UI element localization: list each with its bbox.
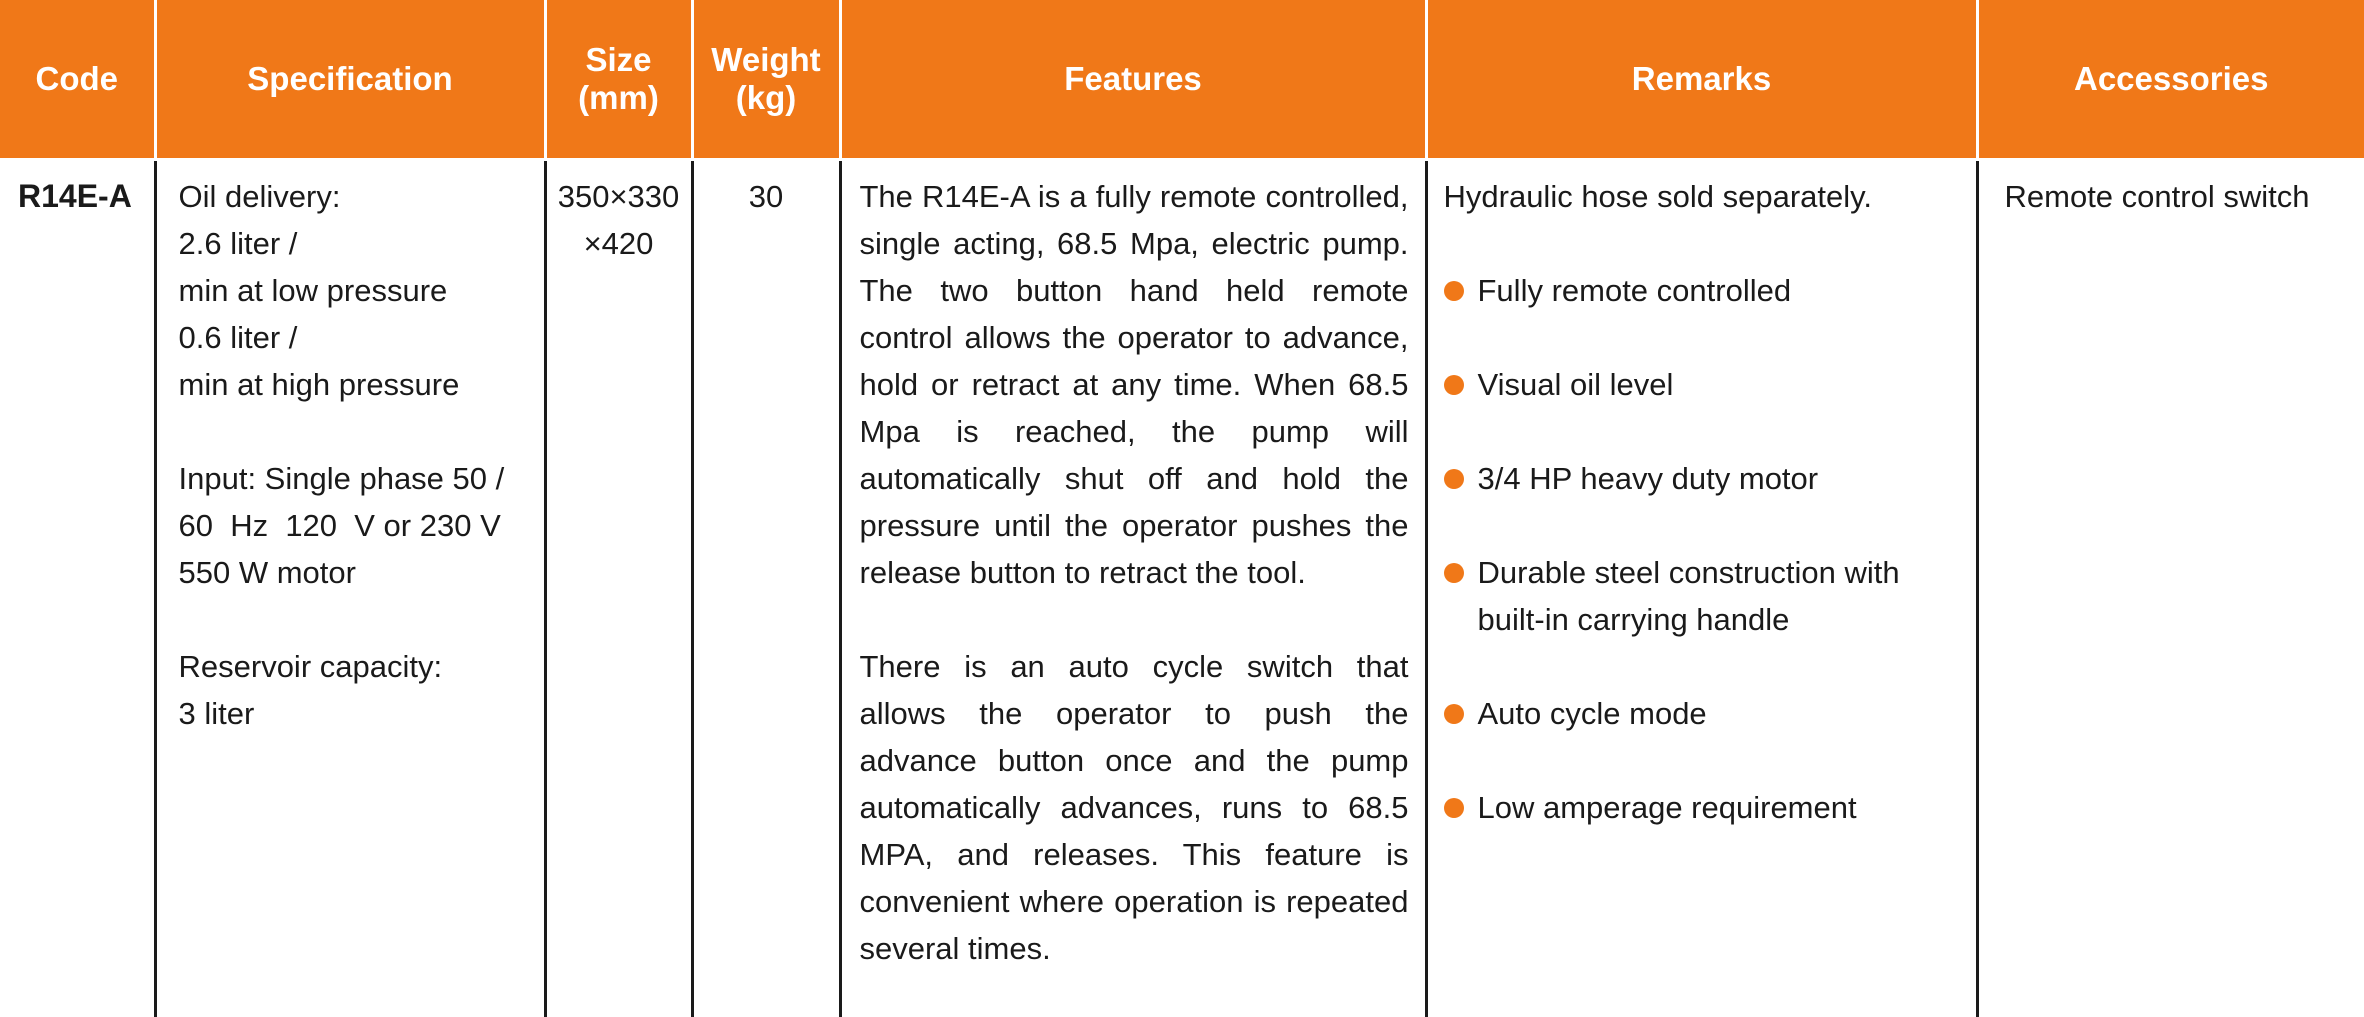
header-row <box>0 0 2364 160</box>
spec-line: 60 Hz 120 V or 230 V <box>178 508 501 543</box>
bullet-dot-icon <box>1444 563 1464 583</box>
remarks-bullet-item <box>1444 549 1962 643</box>
cell-weight: 30 <box>692 160 840 1017</box>
spec-line: 0.6 liter / <box>178 320 298 355</box>
cell-features <box>840 160 1426 1017</box>
spec-gap <box>179 408 532 455</box>
remarks-bullet-text: Durable steel construction with built-in carrying handle <box>1477 555 1900 637</box>
remarks-bullet-item <box>1444 455 1962 502</box>
size-line1: 350×330 <box>557 179 680 214</box>
remarks-intro: Hydraulic hose sold separately. <box>1443 179 1872 214</box>
spec-line: 2.6 liter / <box>178 226 298 261</box>
header-features: Features <box>840 0 1426 160</box>
cell-size <box>545 160 692 1017</box>
remarks-bullet-text: 3/4 HP heavy duty motor <box>1477 461 1819 496</box>
bullet-dot-icon <box>1444 798 1464 818</box>
features-paragraph-2: There is an auto cycle switch that allows the operator to push the advance button once and the pump automatically advances, runs to 68.5 MPA, and releases. This feature is convenient where operation is repeated several times. <box>859 649 1409 966</box>
header-weight <box>692 0 840 160</box>
features-gap <box>860 596 1409 643</box>
spec-line: min at high pressure <box>178 367 460 402</box>
remarks-bullet-item <box>1444 784 1962 831</box>
size-line2: ×420 <box>583 226 654 261</box>
remarks-bullet-item <box>1444 361 1962 408</box>
header-accessories: Accessories <box>1977 0 2364 160</box>
remarks-bullet-text: Fully remote controlled <box>1477 273 1792 308</box>
table-row <box>0 160 2364 1017</box>
cell-specification <box>155 160 545 1017</box>
header-code: Code <box>0 0 155 160</box>
header-weight-line1: Weight <box>711 41 821 78</box>
spec-gap <box>179 596 532 643</box>
spec-line: min at low pressure <box>178 273 448 308</box>
header-size-line2: (mm) <box>578 79 659 116</box>
cell-code: R14E-A <box>18 178 132 214</box>
bullet-dot-icon <box>1444 469 1464 489</box>
header-size-line1: Size <box>585 41 652 78</box>
bullet-dot-icon <box>1444 281 1464 301</box>
spec-line: Reservoir capacity: <box>178 649 443 684</box>
cell-remarks <box>1426 160 1977 1017</box>
remarks-bullet-item <box>1444 267 1962 314</box>
remarks-bullet-text: Low amperage requirement <box>1477 790 1857 825</box>
spec-line: 3 liter <box>178 696 255 731</box>
spec-line: 550 W motor <box>178 555 356 590</box>
cell-accessories: Remote control switch <box>1977 160 2364 1017</box>
remarks-bullet-text: Auto cycle mode <box>1477 696 1707 731</box>
header-size <box>545 0 692 160</box>
remarks-bullet-text: Visual oil level <box>1477 367 1674 402</box>
bullet-dot-icon <box>1444 375 1464 395</box>
bullet-dot-icon <box>1444 704 1464 724</box>
header-specification: Specification <box>155 0 545 160</box>
spec-line: Input: Single phase 50 / <box>178 461 505 496</box>
spec-line: Oil delivery: <box>178 179 341 214</box>
header-remarks: Remarks <box>1426 0 1977 160</box>
features-paragraph-1: The R14E-A is a fully remote controlled, single acting, 68.5 Mpa, electric pump. The two button hand held remote control allows the operator to advance, hold or retract at any time. When 68.5 Mpa is reached, the pump will automatically shut off and hold the pressure until the operator pushes the release button to retract the tool. <box>859 179 1409 590</box>
header-weight-line2: (kg) <box>735 79 797 116</box>
remarks-bullet-item <box>1444 690 1962 737</box>
